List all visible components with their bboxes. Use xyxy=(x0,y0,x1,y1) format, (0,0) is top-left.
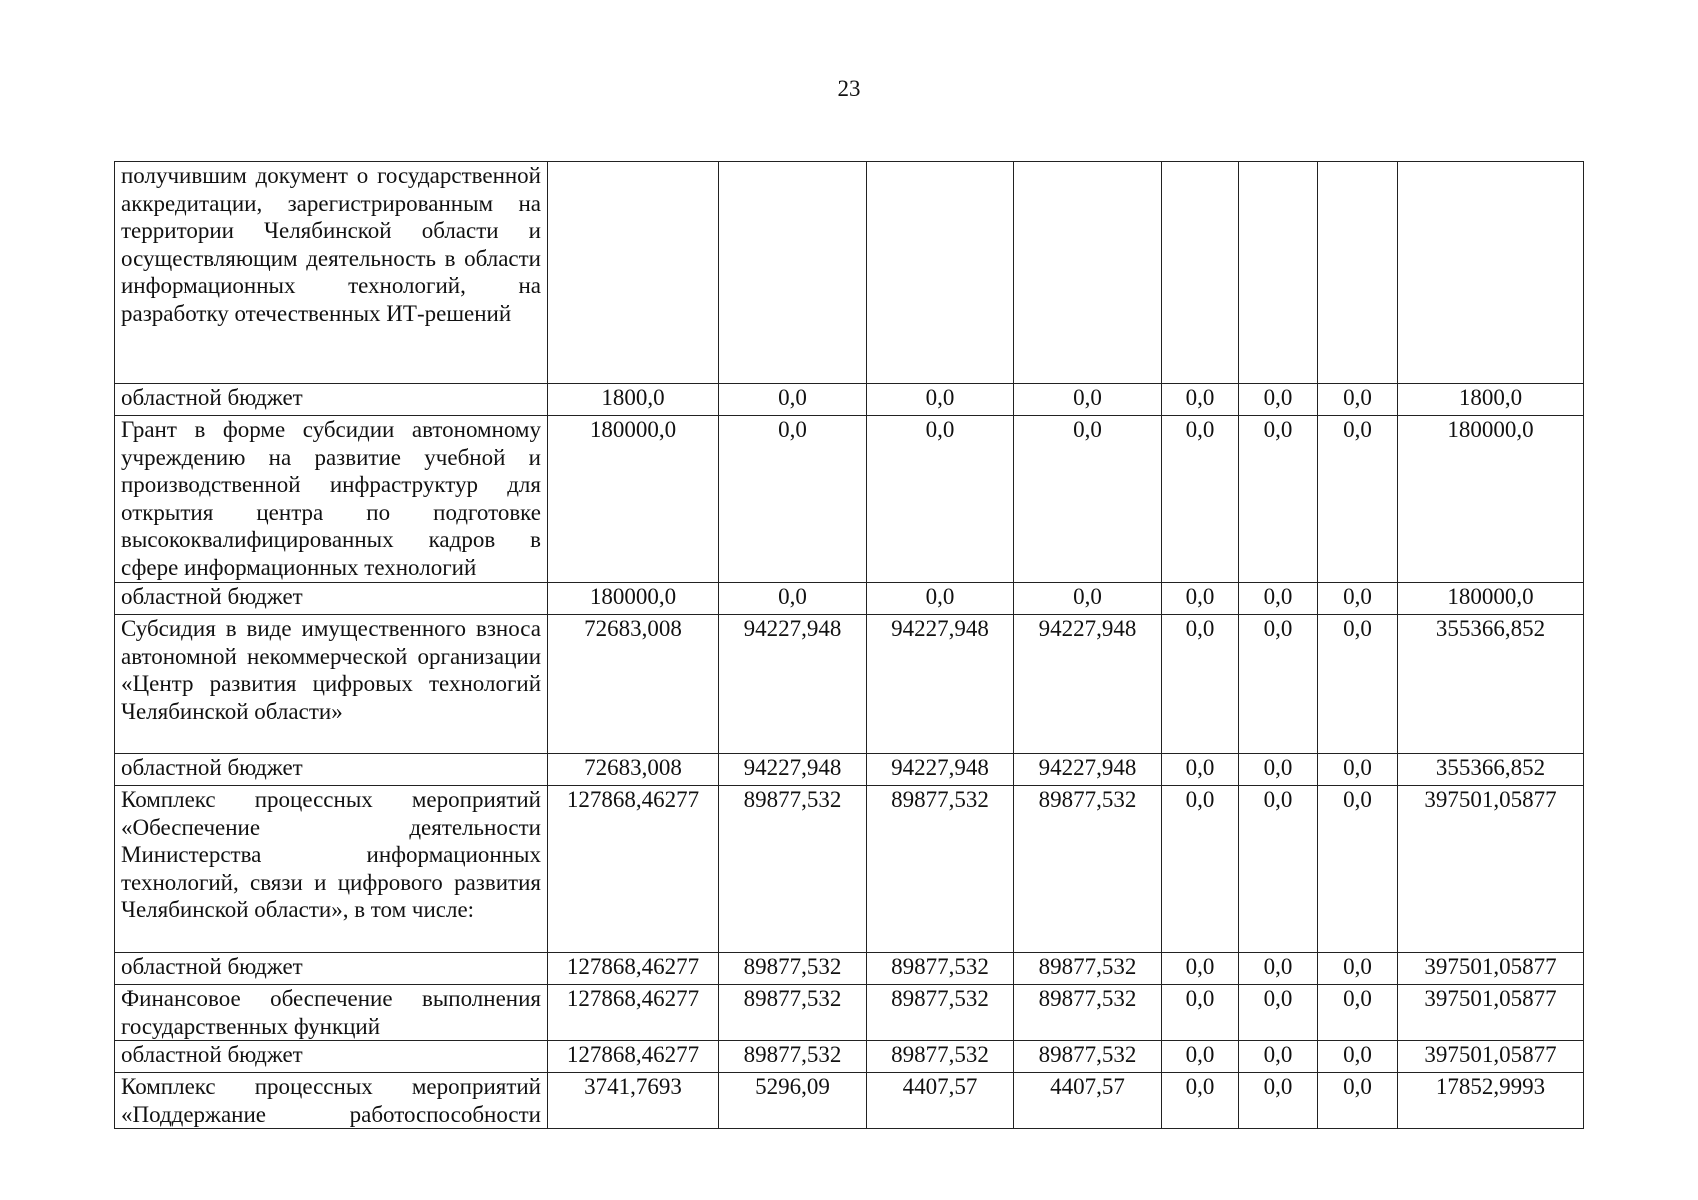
value-cell: 0,0 xyxy=(1162,786,1239,953)
value-cell: 127868,46277 xyxy=(548,1041,719,1073)
value-cell: 5296,09 xyxy=(719,1073,867,1129)
value-cell xyxy=(867,162,1014,384)
value-cell: 94227,948 xyxy=(1014,615,1162,754)
value-cell: 355366,852 xyxy=(1398,754,1584,786)
value-cell: 94227,948 xyxy=(719,615,867,754)
value-cell: 0,0 xyxy=(1318,786,1398,953)
value-cell: 0,0 xyxy=(1162,953,1239,985)
table-row xyxy=(115,615,1584,754)
value-cell: 0,0 xyxy=(1318,1073,1398,1129)
row-label: областной бюджет xyxy=(115,583,548,615)
value-cell: 72683,008 xyxy=(548,754,719,786)
value-cell: 0,0 xyxy=(1318,1041,1398,1073)
row-label: Комплекс процессных мероприятий «Поддержание работоспособности xyxy=(115,1073,548,1129)
table-row xyxy=(115,162,1584,384)
value-cell: 72683,008 xyxy=(548,615,719,754)
value-cell: 0,0 xyxy=(1239,1041,1318,1073)
value-cell: 355366,852 xyxy=(1398,615,1584,754)
table-row xyxy=(115,1073,1584,1129)
value-cell: 0,0 xyxy=(1318,985,1398,1041)
value-cell xyxy=(1318,162,1398,384)
row-label: областной бюджет xyxy=(115,384,548,416)
value-cell: 127868,46277 xyxy=(548,786,719,953)
value-cell: 0,0 xyxy=(867,384,1014,416)
value-cell: 94227,948 xyxy=(867,754,1014,786)
value-cell: 3741,7693 xyxy=(548,1073,719,1129)
table-row xyxy=(115,416,1584,583)
value-cell: 89877,532 xyxy=(1014,786,1162,953)
value-cell: 0,0 xyxy=(1239,985,1318,1041)
value-cell xyxy=(548,162,719,384)
value-cell: 180000,0 xyxy=(548,416,719,583)
value-cell: 0,0 xyxy=(1162,384,1239,416)
value-cell: 1800,0 xyxy=(548,384,719,416)
value-cell: 0,0 xyxy=(1239,953,1318,985)
value-cell: 94227,948 xyxy=(1014,754,1162,786)
table-row xyxy=(115,754,1584,786)
value-cell: 0,0 xyxy=(1162,1041,1239,1073)
value-cell: 0,0 xyxy=(1318,583,1398,615)
value-cell: 89877,532 xyxy=(867,786,1014,953)
row-label: Грант в форме субсидии автономному учреждению на развитие учебной и производственной инфраструктур для открытия центра по подготовке высококвалифицированных кадров в сфере информационных технологий xyxy=(115,416,548,583)
value-cell: 0,0 xyxy=(719,384,867,416)
value-cell: 0,0 xyxy=(1014,583,1162,615)
value-cell: 0,0 xyxy=(1239,384,1318,416)
value-cell xyxy=(1162,162,1239,384)
value-cell: 89877,532 xyxy=(719,985,867,1041)
table-row xyxy=(115,384,1584,416)
value-cell: 89877,532 xyxy=(867,953,1014,985)
value-cell: 94227,948 xyxy=(867,615,1014,754)
value-cell: 397501,05877 xyxy=(1398,985,1584,1041)
value-cell: 0,0 xyxy=(867,416,1014,583)
value-cell: 0,0 xyxy=(867,583,1014,615)
value-cell: 0,0 xyxy=(1162,1073,1239,1129)
value-cell: 0,0 xyxy=(1239,615,1318,754)
value-cell: 89877,532 xyxy=(867,1041,1014,1073)
value-cell: 89877,532 xyxy=(1014,1041,1162,1073)
value-cell: 0,0 xyxy=(1162,416,1239,583)
value-cell: 89877,532 xyxy=(719,953,867,985)
table-row xyxy=(115,953,1584,985)
row-label: получившим документ о государственной аккредитации, зарегистрированным на территории Челябинской области и осуществляющим деятельность в области информационных технологий, на разработку отечественных ИТ-решений xyxy=(115,162,548,384)
budget-table xyxy=(114,161,1584,1129)
value-cell: 0,0 xyxy=(1162,583,1239,615)
value-cell: 0,0 xyxy=(1239,416,1318,583)
value-cell xyxy=(1398,162,1584,384)
value-cell: 0,0 xyxy=(1318,384,1398,416)
row-label: областной бюджет xyxy=(115,754,548,786)
value-cell: 0,0 xyxy=(1162,754,1239,786)
value-cell: 180000,0 xyxy=(548,583,719,615)
value-cell: 89877,532 xyxy=(719,786,867,953)
value-cell: 0,0 xyxy=(1318,615,1398,754)
row-label: областной бюджет xyxy=(115,953,548,985)
value-cell: 4407,57 xyxy=(1014,1073,1162,1129)
page-number: 23 xyxy=(837,76,861,101)
value-cell: 0,0 xyxy=(1014,384,1162,416)
value-cell: 0,0 xyxy=(1239,754,1318,786)
row-label: областной бюджет xyxy=(115,1041,548,1073)
row-label: Комплекс процессных мероприятий «Обеспечение деятельности Министерства информационных технологий, связи и цифрового развития Челябинской области», в том числе: xyxy=(115,786,548,953)
table-row xyxy=(115,786,1584,953)
row-label: Субсидия в виде имущественного взноса автономной некоммерческой организации «Центр развития цифровых технологий Челябинской области» xyxy=(115,615,548,754)
value-cell: 89877,532 xyxy=(867,985,1014,1041)
value-cell: 127868,46277 xyxy=(548,985,719,1041)
value-cell xyxy=(1014,162,1162,384)
value-cell: 0,0 xyxy=(719,416,867,583)
value-cell: 180000,0 xyxy=(1398,583,1584,615)
value-cell: 0,0 xyxy=(719,583,867,615)
table-body xyxy=(115,162,1584,1129)
value-cell: 89877,532 xyxy=(719,1041,867,1073)
value-cell: 94227,948 xyxy=(719,754,867,786)
row-label: Финансовое обеспечение выполнения государственных функций xyxy=(115,985,548,1041)
value-cell: 0,0 xyxy=(1318,754,1398,786)
value-cell: 0,0 xyxy=(1318,416,1398,583)
table-row xyxy=(115,1041,1584,1073)
value-cell: 397501,05877 xyxy=(1398,786,1584,953)
value-cell: 17852,9993 xyxy=(1398,1073,1584,1129)
value-cell: 127868,46277 xyxy=(548,953,719,985)
value-cell xyxy=(1239,162,1318,384)
value-cell: 0,0 xyxy=(1239,786,1318,953)
value-cell: 0,0 xyxy=(1014,416,1162,583)
value-cell: 0,0 xyxy=(1318,953,1398,985)
value-cell: 0,0 xyxy=(1239,583,1318,615)
value-cell: 89877,532 xyxy=(1014,985,1162,1041)
value-cell: 4407,57 xyxy=(867,1073,1014,1129)
value-cell: 1800,0 xyxy=(1398,384,1584,416)
value-cell: 89877,532 xyxy=(1014,953,1162,985)
value-cell: 0,0 xyxy=(1239,1073,1318,1129)
value-cell: 0,0 xyxy=(1162,985,1239,1041)
table-row xyxy=(115,985,1584,1041)
value-cell xyxy=(719,162,867,384)
value-cell: 397501,05877 xyxy=(1398,953,1584,985)
table-row xyxy=(115,583,1584,615)
value-cell: 397501,05877 xyxy=(1398,1041,1584,1073)
value-cell: 0,0 xyxy=(1162,615,1239,754)
value-cell: 180000,0 xyxy=(1398,416,1584,583)
